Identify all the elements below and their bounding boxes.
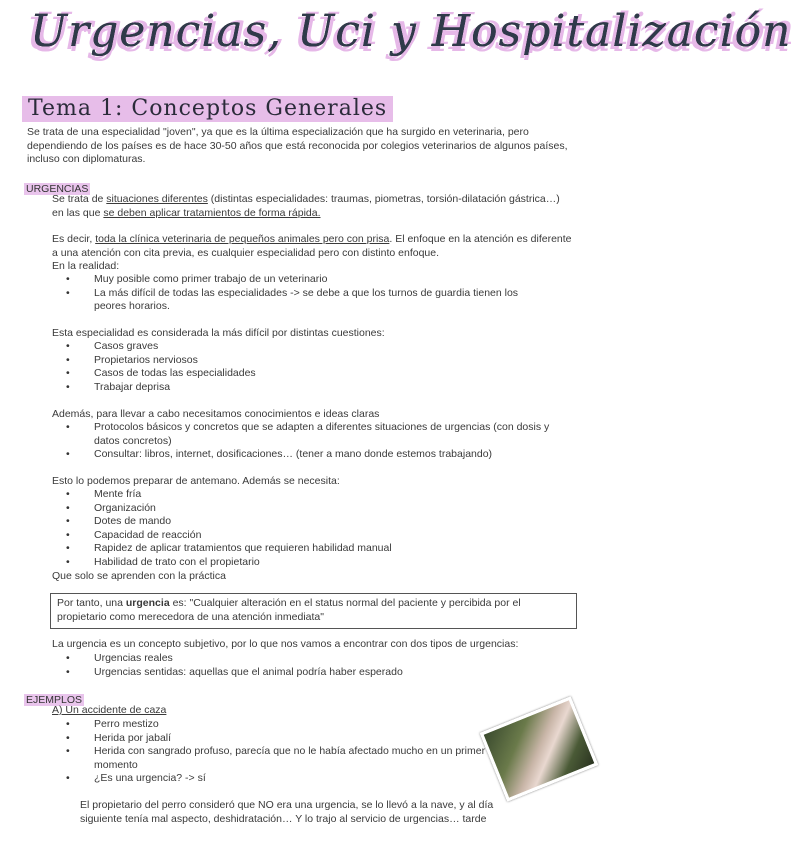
list-item: • ¿Es una urgencia? -> sí xyxy=(52,772,492,786)
p1-underline-2: se deben aplicar tratamientos de forma rápida. xyxy=(103,206,321,219)
list-item: • Organización xyxy=(52,502,552,516)
preparar-label: Esto lo podemos preparar de antemano. Además se necesita: xyxy=(52,475,340,487)
list-item: • La más difícil de todas las especialidades -> se debe a que los turnos de guardia tienen los peores horarios. xyxy=(52,287,552,314)
list-item: • Dotes de mando xyxy=(52,515,552,529)
list-item: • Urgencias reales xyxy=(52,652,552,666)
tipos-list xyxy=(52,652,552,679)
p1-text-b: (distintas especialidades: traumas, piometras, torsión-dilatación gástrica…) en las que xyxy=(52,193,560,219)
p2-text-b: . El enfoque en la atención es diferente a una atención con cita previa, es cualquier especialidad pero con distinto enfoque. xyxy=(52,233,572,259)
p1-underline-1: situaciones diferentes xyxy=(106,193,208,205)
list-item: • Casos de todas las especialidades xyxy=(52,367,552,381)
dog-photo xyxy=(480,696,599,801)
ademas-list xyxy=(52,421,560,462)
realidad-list xyxy=(52,273,552,314)
p1-text-a: Se trata de xyxy=(52,193,107,205)
intro-paragraph: Se trata de una especialidad "joven", ya que es la última especialización que ha surgido en veterinaria, pero dependiendo de los países es de hace 30-50 años que está reconocida por colegios veterinarios de algunos países, incluso con diplomaturas. xyxy=(27,126,568,165)
ejemplos-sub xyxy=(52,704,166,718)
realidad-label: En la realidad: xyxy=(52,260,120,272)
ejemplos-list xyxy=(52,718,492,786)
tema-title: Tema 1: Conceptos Generales xyxy=(28,96,388,121)
dificil-list xyxy=(52,340,552,394)
ejemplos-heading-text: EJEMPLOS xyxy=(26,694,83,706)
subjetivo-text: La urgencia es un concepto subjetivo, por lo que nos vamos a encontrar con dos tipos de urgencias: xyxy=(52,638,519,650)
p2-underline: toda la clínica veterinaria de pequeños animales pero con prisa xyxy=(95,233,390,245)
box-text-a: Por tanto, una xyxy=(57,597,126,609)
list-item: • Habilidad de trato con el propietario xyxy=(52,556,552,570)
urgencias-p1 xyxy=(52,193,574,220)
list-item: • Capacidad de reacción xyxy=(52,529,552,543)
list-item: • Herida por jabalí xyxy=(52,732,492,746)
dificil-label: Esta especialidad es considerada la más difícil por distintas cuestiones: xyxy=(52,327,385,339)
list-item: • Casos graves xyxy=(52,340,552,354)
ademas-label: Además, para llevar a cabo necesitamos conocimientos e ideas claras xyxy=(52,408,380,420)
title-banner xyxy=(0,0,791,95)
box-bold: urgencia xyxy=(125,597,170,609)
practica-text: Que solo se aprenden con la práctica xyxy=(52,570,226,582)
urgencias-p2 xyxy=(52,233,574,260)
list-item: • Rapidez de aplicar tratamientos que requieren habilidad manual xyxy=(52,542,552,556)
page-title: Urgencias, Uci y Hospitalización xyxy=(30,6,791,57)
list-item: • Muy posible como primer trabajo de un veterinario xyxy=(52,273,552,287)
list-item: • Mente fría xyxy=(52,488,552,502)
preparar-list xyxy=(52,488,552,569)
box-text-c: es: "Cualquier alteración en el status normal del paciente y percibida por el propietario como merecedora de una atención inmediata" xyxy=(57,597,521,623)
list-item: • Propietarios nerviosos xyxy=(52,354,552,368)
list-item: • Urgencias sentidas: aquellas que el animal podría haber esperado xyxy=(52,666,552,680)
list-item: • Protocolos básicos y concretos que se adapten a diferentes situaciones de urgencias (con dosis y datos concretos) xyxy=(52,421,560,448)
urgencias-heading-text: URGENCIAS xyxy=(26,183,89,195)
p2-text-a: Es decir, xyxy=(52,233,96,245)
list-item: • Perro mestizo xyxy=(52,718,492,732)
ejemplos-sub-text: A) Un accidente de caza xyxy=(52,704,167,716)
definition-box xyxy=(50,593,577,629)
list-item: • Herida con sangrado profuso, parecía que no le había afectado mucho en un primer momento xyxy=(52,745,492,772)
ejemplos-final: El propietario del perro consideró que NO era una urgencia, se lo llevó a la nave, y al día siguiente tenía mal aspecto, deshidratación… Y lo trajo al servicio de urgencias… tarde xyxy=(80,799,494,825)
tema-heading xyxy=(22,96,393,122)
list-item: • Trabajar deprisa xyxy=(52,381,552,395)
list-item: • Consultar: libros, internet, dosificaciones… (tener a mano donde estemos trabajando) xyxy=(52,448,560,462)
